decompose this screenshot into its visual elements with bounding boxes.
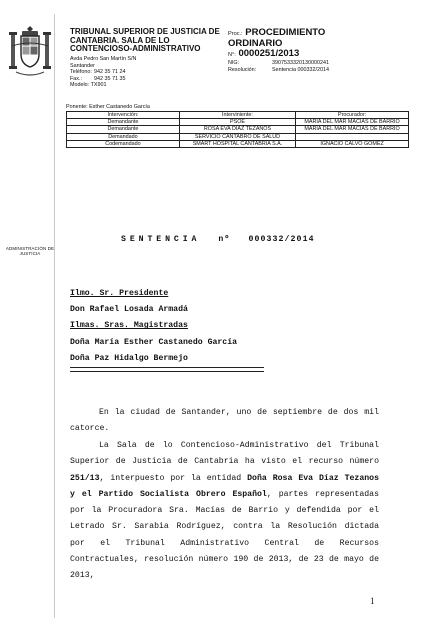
cell: Demandado xyxy=(67,133,180,140)
ponente: Ponente: Esther Castanedo García xyxy=(66,104,150,110)
cell: Demandante xyxy=(67,119,180,126)
procedure-number: N°: 0000251/2013 xyxy=(228,48,300,59)
table-row xyxy=(67,133,409,140)
paragraph-2: La Sala de lo Contencioso-Administrativo del Tribunal Superior de Justicia de Cantabria ha visto el recurso número 251/13, interpuesto por la entidad Doña Rosa Eva Díaz Tezanos y el Partido Socialista Obrero Español, partes representadas por la Procuradora Sra. Macías de Barrio y defendida por el Letrado Sr. Sarabia Rodríguez, contra la Resolución dictada por el Tribunal Administrativo Central de Recursos Contractuales, resolución número 190 de 2013, de 23 de mayo de 2013, xyxy=(70,441,379,581)
plaintiffs: Doña Rosa Eva Díaz Tezanos y el Partido Socialista Obrero Español xyxy=(70,473,379,499)
cell: MARIA DEL MAR MACIAS DE BARRIO xyxy=(296,126,409,133)
cell xyxy=(296,133,409,140)
cell: ROSA EVA DIAZ TEZANOS xyxy=(179,126,295,133)
table-row xyxy=(67,126,409,133)
sentence-number: 000332/2014 xyxy=(248,235,315,244)
sentence-number-prefix: nº xyxy=(218,235,231,244)
header-interviniente: Interviniente: xyxy=(179,112,295,119)
model-line: Modelo: TX901 xyxy=(70,82,107,89)
table-row xyxy=(67,140,409,147)
resolucion-line: Resolución: Sentencia 000332/2014 xyxy=(228,66,329,73)
court-address xyxy=(70,56,136,89)
magistrate-name: Doña Paz Hidalgo Bermejo xyxy=(70,353,188,363)
page-number: 1 xyxy=(370,596,375,606)
president-name: Don Rafael Losada Armadá xyxy=(70,305,188,315)
cell: MARIA DEL MAR MACIAS DE BARRIO xyxy=(296,119,409,126)
fax-line: Fax.: 942 35 71 35 xyxy=(70,75,126,82)
coat-of-arms-icon xyxy=(8,24,52,80)
case-number: 251/13 xyxy=(70,473,100,483)
cell: SERVICIO CANTABRO DE SALUD xyxy=(179,133,295,140)
cell: IGNACIO CALVO GOMEZ xyxy=(296,140,409,147)
procedure-type-2: ORDINARIO xyxy=(228,38,283,49)
magistrates-title: Ilmas. Sras. Magistradas xyxy=(70,321,188,331)
address-line: Avda Pedro San Martín S/N xyxy=(70,56,137,62)
phone-line: Teléfono: 942 35 71 24 xyxy=(70,69,126,76)
cell: SMART HOSPITAL CANTABRIA S.A. xyxy=(179,140,295,147)
parties-table xyxy=(66,111,409,148)
header-intervencion: Intervención: xyxy=(67,112,180,119)
procedure-type: Proc.: PROCEDIMIENTO xyxy=(228,27,326,38)
sentence-title xyxy=(121,235,315,244)
procedure-info xyxy=(228,28,329,73)
administration-label: ADMINISTRACIÓN DE JUSTICIA xyxy=(5,246,55,256)
nig-line: NIG: 3907533320130000241 xyxy=(228,60,329,66)
judges-block xyxy=(70,286,237,367)
city-line: Santander xyxy=(70,62,95,69)
paragraph-1: En la ciudad de Santander, uno de septiembre de dos mil catorce. xyxy=(70,408,379,434)
table-row xyxy=(67,119,409,126)
header-procurador: Procurador: xyxy=(296,112,409,119)
cell: Demandante xyxy=(67,126,180,133)
president-title: Ilmo. Sr. Presidente xyxy=(70,289,169,298)
margin-divider xyxy=(54,14,55,618)
magistrate-name: Doña María Esther Castanedo García xyxy=(70,337,238,347)
cell: PSOE xyxy=(179,119,295,126)
sentence-word: SENTENCIA xyxy=(121,235,201,244)
court-name: TRIBUNAL SUPERIOR DE JUSTICIA DE CANTABRIA. SALA DE LO CONTENCIOSO-ADMINISTRATIVO xyxy=(70,27,220,53)
double-rule xyxy=(70,367,264,372)
table-header-row xyxy=(67,112,409,119)
cell: Codemandado xyxy=(67,140,180,147)
